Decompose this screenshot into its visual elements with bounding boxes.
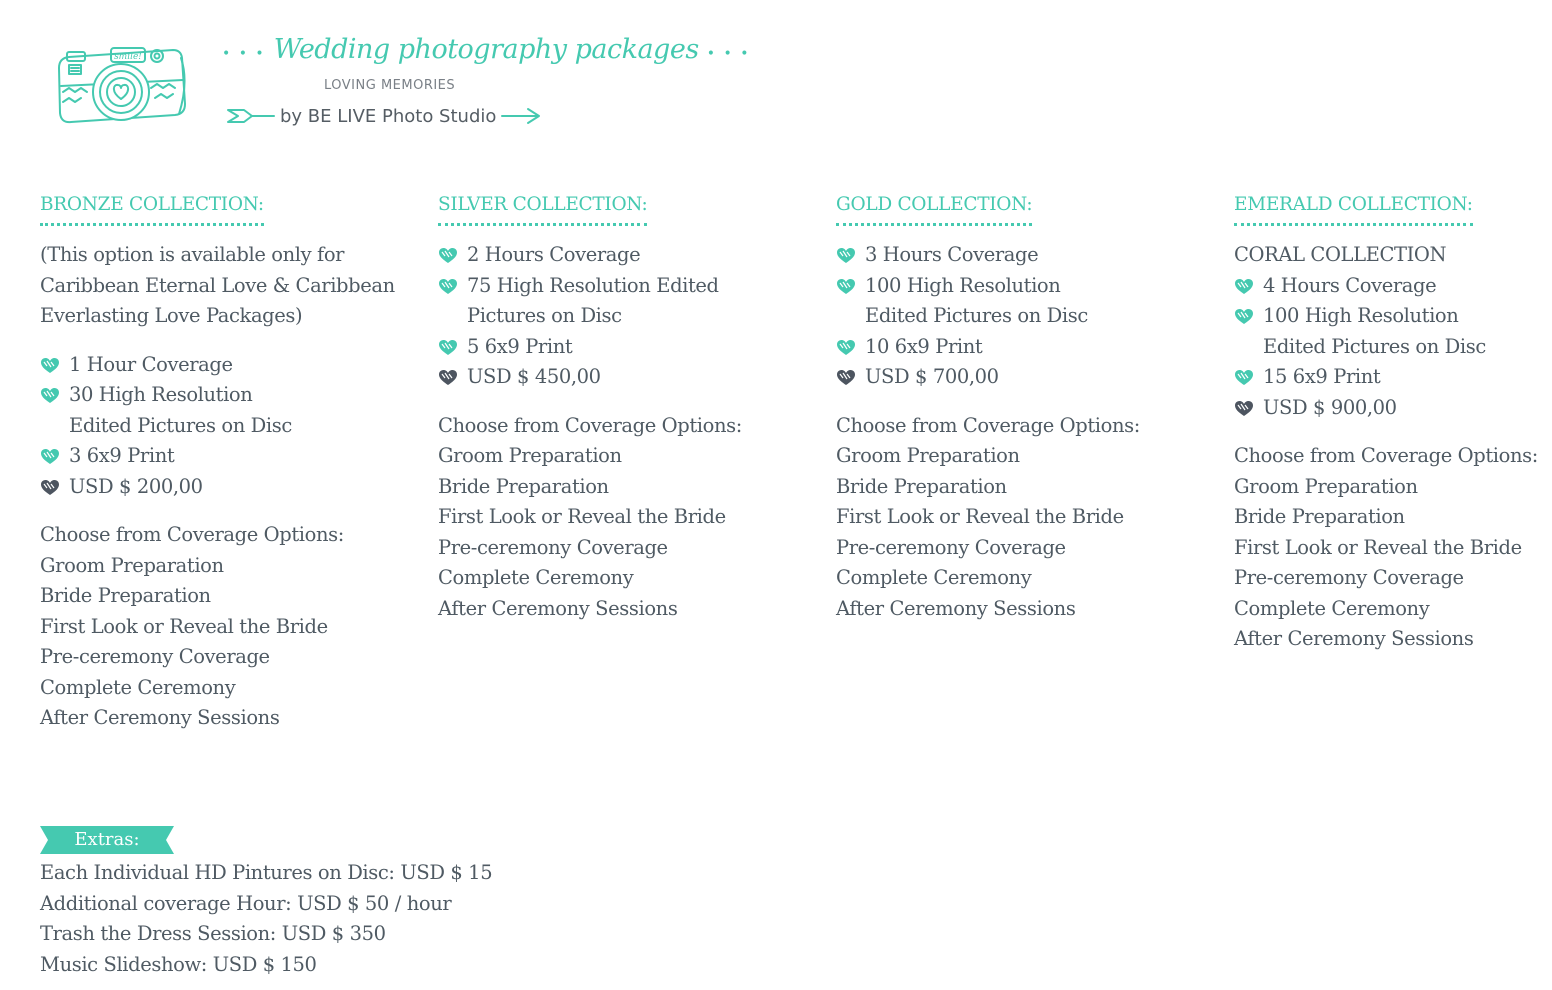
intro-line: Caribbean Eternal Love & Caribbean <box>40 273 395 297</box>
collection-body <box>1234 240 1544 655</box>
heart-dark-icon <box>438 369 458 386</box>
feature-item <box>836 271 1125 332</box>
feature-text: 10 6x9 Print <box>865 334 983 358</box>
price-item <box>1234 393 1493 424</box>
heart-dark-icon <box>1234 400 1254 417</box>
emerald-collection <box>1234 192 1544 655</box>
arrow-head-icon <box>500 106 542 126</box>
intro-line: Everlasting Love Packages) <box>40 304 303 327</box>
heart-teal-icon <box>40 448 60 465</box>
bronze-collection <box>40 192 420 734</box>
collection-heading: BRONZE COLLECTION: <box>40 192 264 226</box>
option-item: First Look or Reveal the Bride <box>438 505 726 528</box>
feature-text: 4 Hours Coverage <box>1263 273 1437 297</box>
options-title: Choose from Coverage Options: <box>1234 444 1538 467</box>
option-item: Pre-ceremony Coverage <box>40 645 270 668</box>
feature-item <box>1234 271 1493 302</box>
subtitle: LOVING MEMORIES <box>324 78 456 93</box>
options-title: Choose from Coverage Options: <box>438 413 742 437</box>
feature-text: 5 6x9 Print <box>467 334 573 358</box>
option-item: Groom Preparation <box>1234 474 1418 498</box>
extras-item: Additional coverage Hour: USD $ 50 / hour <box>40 891 452 915</box>
extras-item: Each Individual HD Pintures on Disc: USD $ 15 <box>40 861 493 884</box>
header <box>0 0 751 150</box>
feature-item <box>1234 301 1513 362</box>
extras-label: Extras: <box>74 829 140 850</box>
heart-teal-icon <box>40 387 60 404</box>
extras-label-tag <box>40 826 174 854</box>
intro-line: (This option is available only for <box>40 243 345 266</box>
collection-body <box>836 240 1216 624</box>
arrow-tail-icon <box>226 106 276 126</box>
heart-dark-icon <box>836 369 856 386</box>
heart-teal-icon <box>40 357 60 374</box>
heart-teal-icon <box>1234 278 1254 295</box>
feature-item <box>40 380 319 441</box>
heart-teal-icon <box>438 278 458 295</box>
option-item: Complete Ceremony <box>836 566 1032 589</box>
option-item: First Look or Reveal the Bride <box>836 505 1124 528</box>
heart-teal-icon <box>836 339 856 356</box>
option-item: Groom Preparation <box>836 444 1020 467</box>
option-item: Complete Ceremony <box>40 675 236 699</box>
feature-item <box>836 332 1125 363</box>
feature-text: 3 6x9 Print <box>69 444 175 467</box>
options-title: Choose from Coverage Options: <box>836 413 1140 437</box>
feature-text: 3 Hours Coverage <box>865 243 1039 266</box>
extras-list <box>40 858 492 980</box>
option-item: Bride Preparation <box>1234 505 1405 528</box>
heart-teal-icon <box>836 247 856 264</box>
collection-heading: GOLD COLLECTION: <box>836 192 1032 226</box>
heart-teal-icon <box>836 278 856 295</box>
price-item <box>836 362 1125 393</box>
collection-heading: SILVER COLLECTION: <box>438 192 647 226</box>
feature-item <box>40 350 284 381</box>
collection-body <box>40 240 420 734</box>
title-dots-right: • • • <box>706 46 751 62</box>
collection-heading: EMERALD COLLECTION: <box>1234 192 1473 226</box>
option-item: Bride Preparation <box>438 474 609 498</box>
svg-text:smile!: smile! <box>114 52 142 62</box>
title-text: Wedding photography packages <box>273 34 699 65</box>
byline <box>226 102 542 130</box>
heart-teal-icon <box>1234 308 1254 325</box>
price-item <box>40 472 284 503</box>
collection-body <box>438 240 818 624</box>
price-text: USD $ 450,00 <box>467 365 601 388</box>
feature-item <box>438 240 767 271</box>
price-text: USD $ 700,00 <box>865 365 999 388</box>
option-item: Groom Preparation <box>438 444 622 467</box>
feature-text: 15 6x9 Print <box>1263 365 1381 388</box>
heart-teal-icon <box>1234 369 1254 386</box>
page-title <box>222 34 750 65</box>
byline-text: by BE LIVE Photo Studio <box>280 105 497 127</box>
options-title: Choose from Coverage Options: <box>40 523 344 546</box>
feature-text: 30 High Resolution Edited Pictures on Disc <box>69 383 292 437</box>
feature-text: 75 High Resolution Edited Pictures on Disc <box>467 273 719 327</box>
option-item: Bride Preparation <box>40 584 211 607</box>
option-item: After Ceremony Sessions <box>438 596 678 620</box>
feature-item <box>836 240 1125 271</box>
feature-item <box>438 332 767 363</box>
feature-item <box>438 271 767 332</box>
feature-text: 100 High Resolution Edited Pictures on Disc <box>865 273 1088 327</box>
extras-item: Music Slideshow: USD $ 150 <box>40 952 317 976</box>
camera-logo-icon <box>55 42 187 128</box>
feature-text: 2 Hours Coverage <box>467 243 641 266</box>
feature-item <box>1234 362 1493 393</box>
option-item: Complete Ceremony <box>1234 596 1430 620</box>
heart-teal-icon <box>438 247 458 264</box>
feature-text: 1 Hour Coverage <box>69 352 233 376</box>
feature-text: 100 High Resolution Edited Pictures on Disc <box>1263 304 1486 358</box>
heart-dark-icon <box>40 479 60 496</box>
price-item <box>438 362 767 393</box>
title-dots-left: • • • <box>222 46 266 62</box>
option-item: Groom Preparation <box>40 553 224 577</box>
option-item: Bride Preparation <box>836 474 1007 498</box>
option-item: First Look or Reveal the Bride <box>1234 535 1522 559</box>
price-text: USD $ 200,00 <box>69 474 203 498</box>
heart-teal-icon <box>438 339 458 356</box>
feature-item <box>40 441 284 472</box>
option-item: After Ceremony Sessions <box>836 596 1076 620</box>
option-item: First Look or Reveal the Bride <box>40 614 328 638</box>
intro-line: CORAL COLLECTION <box>1234 243 1447 266</box>
silver-collection <box>438 192 818 624</box>
extras-section <box>40 826 492 980</box>
option-item: After Ceremony Sessions <box>1234 627 1474 650</box>
option-item: After Ceremony Sessions <box>40 706 280 729</box>
option-item: Pre-ceremony Coverage <box>438 535 668 559</box>
option-item: Pre-ceremony Coverage <box>836 535 1066 559</box>
option-item: Pre-ceremony Coverage <box>1234 566 1464 589</box>
extras-item: Trash the Dress Session: USD $ 350 <box>40 922 386 945</box>
gold-collection <box>836 192 1216 624</box>
price-text: USD $ 900,00 <box>1263 395 1397 419</box>
option-item: Complete Ceremony <box>438 566 634 589</box>
